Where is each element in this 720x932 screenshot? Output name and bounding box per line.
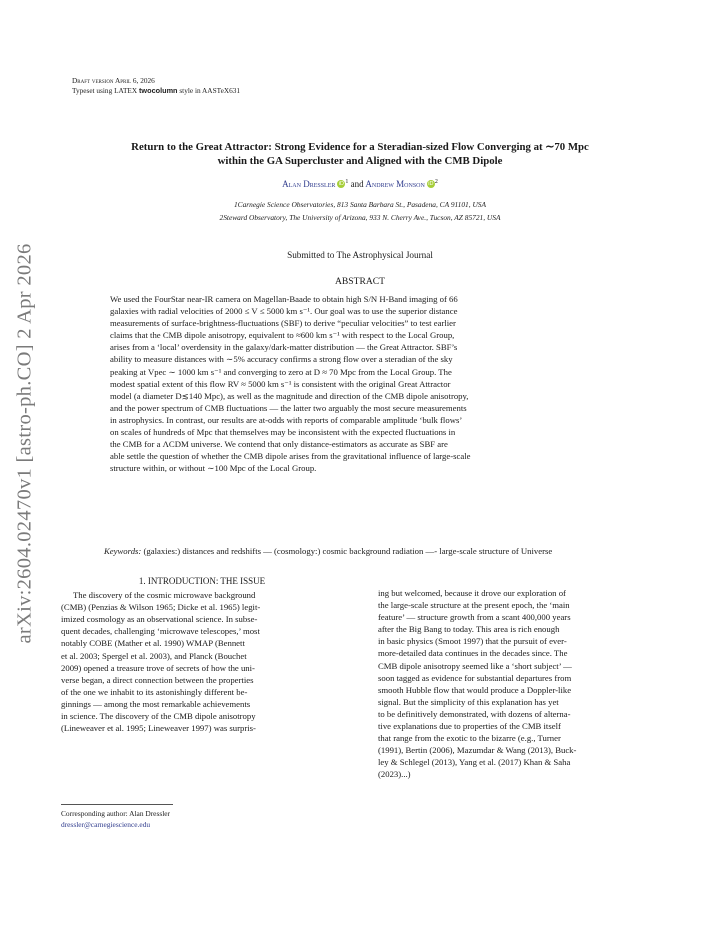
body-line: ginnings — among the most remarkable achievements (61, 698, 251, 709)
body-line: The discovery of the cosmic microwave background (73, 590, 256, 601)
affiliation-1: 1Carnegie Science Observatories, 813 Santa Barbara St., Pasadena, CA 91101, USA (233, 200, 486, 209)
body-line: soon tagged as evidence for substantial departures from (378, 672, 572, 683)
body-line: smooth Hubble flow that would produce a Doppler-like (378, 684, 572, 695)
abstract-body (98, 293, 621, 474)
body-line: et al. 2003; Spergel et al. 2003), and Planck (Bouchet (61, 650, 247, 661)
intro-paragraph-left (61, 589, 343, 734)
body-line: signal. But the simplicity of this explanation has yet (378, 696, 559, 707)
author-affiliation-2: 2 (434, 179, 438, 185)
body-line: more-detailed data continues in the decades since. The (378, 648, 568, 659)
keywords-text: (galaxies:) distances and redshifts — (cosmology:) cosmic background radiation —- large-scale structure of Universe (143, 546, 553, 556)
body-line: verse began, a direct connection between the properties (61, 674, 254, 685)
body-line: after the Big Bang to today. This area is rich enough (378, 624, 560, 635)
body-line: CMB dipole anisotropy seemed like a ‘short subject’ — (378, 660, 572, 671)
footnote-rule (61, 804, 173, 805)
author-name-1[interactable]: Alan Dressler (282, 179, 336, 189)
author-list (60, 179, 660, 189)
abstract-line: and the power spectrum of CMB fluctuations — the latter two arguably the most secure measurements (110, 402, 467, 413)
orcid-icon[interactable]: iD (338, 181, 344, 187)
abstract-line: modest spatial extent of this flow RV ≈ 5000 km s⁻¹ is consistent with the original Great Attractor (110, 378, 451, 389)
body-line: in science. The discovery of the CMB dipole anisotropy (61, 711, 256, 722)
body-line: of the one we inhabit to its astonishingly different be- (61, 686, 248, 697)
arxiv-identifier-text: arXiv:2604.02470v1 [astro-ph.CO] 2 Apr 2026 (13, 242, 36, 644)
body-line: the large-scale structure at the present epoch, the ‘main (378, 600, 570, 611)
keywords-label: Keywords: (104, 546, 142, 556)
corresponding-author: Corresponding author: Alan Dressler (61, 809, 170, 818)
submission-note: Submitted to The Astrophysical Journal (287, 250, 433, 260)
body-line: 2009) opened a treasure trove of secrets of how the uni- (61, 662, 255, 673)
abstract-line: able settle the question of whether the CMB dipole arises from the gravitational influence of large-scale (110, 451, 471, 462)
abstract-line: the CMB for a ΛCDM universe. We contend that only distance-estimators as accurate as SBF are (110, 439, 448, 450)
author-conjunction: and (350, 179, 364, 189)
body-line: ley & Schlegel (2013), Yang et al. (2017) Khan & Saha (378, 757, 571, 768)
orcid-icon[interactable]: iD (428, 181, 434, 187)
latex-logo: LATEX (114, 85, 138, 95)
abstract-line: claims that the CMB dipole anisotropy, equivalent to ≈600 km s⁻¹ with respect to the Local Group, (110, 330, 455, 341)
keywords (104, 545, 686, 558)
body-line: (Lineweaver et al. 1995; Lineweaver 1997) was surpris- (61, 723, 256, 734)
abstract-line: model (a diameter D≲140 Mpc), as well as the magnitude and direction of the CMB dipole anisotropy, (110, 390, 469, 401)
author-name-2[interactable]: Andrew Monson (365, 179, 425, 189)
right-column (378, 587, 660, 781)
abstract-line: measurements of surface-brightness-fluctuations (SBF) to derive “peculiar velocities” to test earlier (110, 318, 456, 329)
abstract-line: peaking at Vpec ∼ 1000 km s⁻¹ and converging to zero at D ≈ 70 Mpc from the Local Group. The (110, 366, 452, 377)
body-line: feature’ — structure growth from a scant 400,000 years (378, 612, 571, 623)
abstract-line: We used the FourStar near-IR camera on Magellan-Baade to obtain high S/N H-Band imaging of 66 (110, 294, 458, 304)
body-line: ing but welcomed, because it drove our exploration of (378, 588, 566, 598)
abstract-line: structure within, or without ∼100 Mpc of the Local Group. (110, 463, 317, 474)
left-column (61, 575, 343, 734)
affiliation-list (60, 199, 660, 224)
body-line: that range from the exotic to the bizarre (e.g., Turner (378, 733, 561, 744)
corresponding-author-footnote (61, 808, 170, 830)
abstract-line: on scales of hundreds of Mpc that themselves may be inconsistent with the expected fluctuations in (110, 427, 456, 438)
body-line: (2023)...) (378, 769, 411, 780)
section-heading-introduction: 1. INTRODUCTION: THE ISSUE (138, 576, 266, 586)
body-line: imized cosmology as an observational science. In subse- (61, 614, 258, 625)
draft-header (72, 76, 240, 95)
author-affiliation-1: 1 (345, 179, 349, 185)
abstract-line: galaxies with radial velocities of 2000 ≤ V ≤ 5000 km s⁻¹. Our goal was to use the superior distance (110, 306, 458, 317)
arxiv-identifier-stamp (6, 238, 44, 648)
typeset-note: Typeset using LATEX twocolumn style in AASTeX631 (72, 85, 241, 95)
corresponding-email-link[interactable]: dressler@carnegiescience.edu (61, 820, 151, 829)
draft-version-label: Draft version April 6, 2026 (72, 76, 155, 85)
paper-title (60, 140, 660, 168)
affiliation-2: 2Steward Observatory, The University of Arizona, 933 N. Cherry Ave., Tucson, AZ 85721, USA (219, 212, 501, 222)
abstract-heading: ABSTRACT (334, 276, 386, 287)
body-line: notably COBE (Mather et al. 1990) WMAP (Bennett (61, 638, 245, 649)
body-line: tive explanations due to properties of the CMB itself (378, 721, 561, 732)
body-line: quent decades, challenging ‘microwave telescopes,’ most (61, 626, 260, 637)
body-line: in basic physics (Smoot 1997) that the pursuit of ever- (378, 636, 567, 647)
paper-title-line-1: Return to the Great Attractor: Strong Evidence for a Steradian-sized Flow Converging at ∼70 Mpc (131, 141, 589, 153)
paper-title-line-2: within the GA Supercluster and Aligned with the CMB Dipole (217, 155, 503, 167)
body-line: (1991), Bertin (2006), Mazumdar & Wang (2013), Buck- (378, 745, 577, 756)
abstract-line: in astrophysics. In contrast, our results are at-odds with reports of comparable amplitude ‘bulk flows’ (110, 414, 463, 425)
body-line: to be definitively demonstrated, with dozens of alterna- (378, 708, 571, 719)
abstract-line: arises from a ‘local’ overdensity in the galaxy/dark-matter distribution — the Great Attractor. SBF’s (110, 342, 458, 353)
abstract-line: ability to measure distances with ∼5% accuracy confirms a strong flow over a steradian of the sky (110, 354, 453, 365)
body-line: (CMB) (Penzias & Wilson 1965; Dicke et al. 1965) legit- (61, 602, 261, 613)
